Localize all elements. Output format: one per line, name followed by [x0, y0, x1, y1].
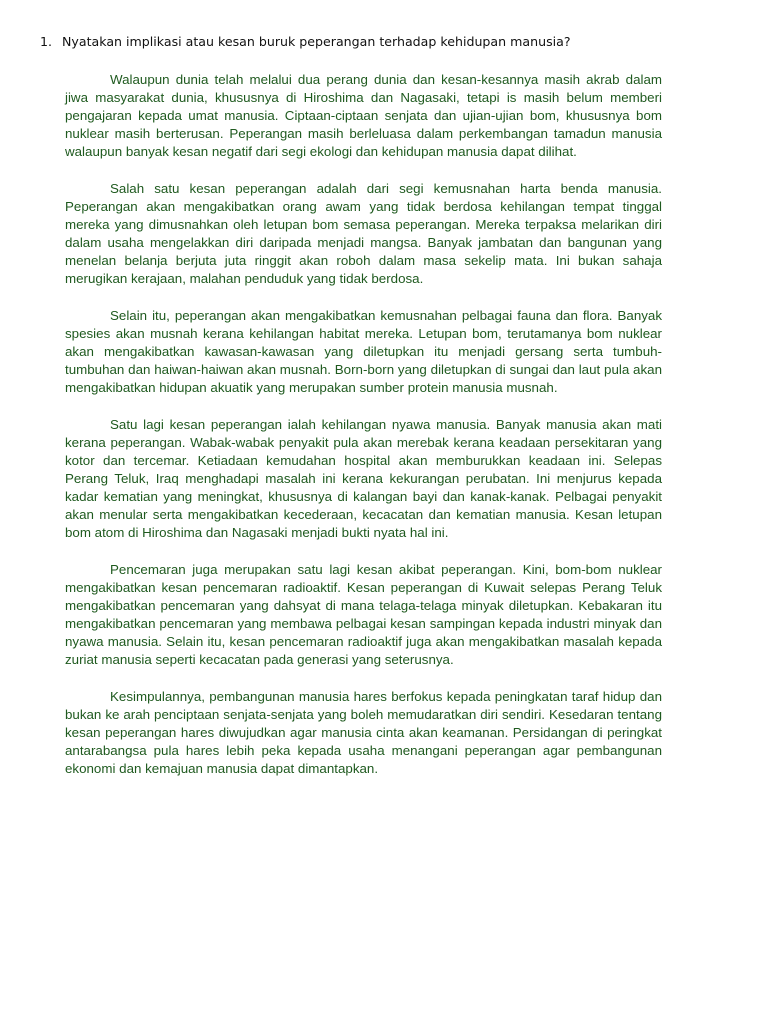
answer-body — [65, 71, 662, 797]
answer-paragraph-pollution: Pencemaran juga merupakan satu lagi kesan akibat peperangan. Kini, bom-bom nuklear mengakibatkan kesan pencemaran radioaktif. Kesan peperangan di Kuwait selepas Perang Teluk mengakibatkan pencemaran yang dahsyat di mana telaga-telaga minyak diletupkan. Kebakaran itu mengakibatkan pencemaran yang membawa pelbagai kesan sampingan kepada industri minyak dan nyawa manusia. Selain itu, kesan pencemaran radioaktif juga akan mengakibatkan masalah kepada zuriat manusia seperti kecacatan pada generasi yang seterusnya. — [65, 562, 662, 667]
answer-paragraph-loss-of-life: Satu lagi kesan peperangan ialah kehilangan nyawa manusia. Banyak manusia akan mati kerana peperangan. Wabak-wabak penyakit pula akan merebak kerana keadaan persekitaran yang kotor dan tercemar. Ketiadaan kemudahan hospital akan memburukkan keadaan ini. Selepas Perang Teluk, Iraq menghadapi masalah ini kerana kekurangan perubatan. Ini menjurus kepada kadar kematian yang meningkat, khususnya di kalangan bayi dan kanak-kanak. Pelbagai penyakit akan menular serta mengakibatkan kecederaan, kecacatan dan kematian manusia. Kesan letupan bom atom di Hiroshima dan Nagasaki menjadi bukti nyata hal ini. — [65, 417, 662, 540]
question-text: Nyatakan implikasi atau kesan buruk peperangan terhadap kehidupan manusia? — [62, 34, 571, 49]
answer-paragraph-intro: Walaupun dunia telah melalui dua perang dunia dan kesan-kesannya masih akrab dalam jiwa masyarakat dunia, khususnya di Hiroshima dan Nagasaki, tetapi is masih belum memberi pengajaran kepada umat manusia. Ciptaan-ciptaan senjata dan ujian-ujian bom, khususnya bom nuklear masih berterusan. Peperangan masih berleluasa dalam perkembangan tamadun manusia walaupun banyak kesan negatif dari segi ekologi dan kehidupan manusia dapat dilihat. — [65, 72, 662, 159]
answer-paragraph-flora-fauna: Selain itu, peperangan akan mengakibatkan kemusnahan pelbagai fauna dan flora. Banyak spesies akan musnah kerana kehilangan habitat mereka. Letupan bom, terutamanya bom nuklear akan mengakibatkan kawasan-kawasan yang diletupkan itu menjadi gersang serta tumbuh-tumbuhan dan haiwan-haiwan akan musnah. Born-born yang diletupkan di sungai dan laut pula akan mengakibatkan hidupan akuatik yang merupakan sumber protein manusia musnah. — [65, 308, 662, 395]
answer-paragraph-property: Salah satu kesan peperangan adalah dari segi kemusnahan harta benda manusia. Peperangan akan mengakibatkan orang awam yang tidak berdosa kehilangan tempat tinggal mereka yang dimusnahkan oleh letupan bom semasa peperangan. Mereka terpaksa melarikan diri dalam usaha mengelakkan diri daripada menjadi mangsa. Banyak jambatan dan bangunan yang menelan belanja berjuta juta ringgit akan roboh dalam masa sekelip mata. Ini bukan sahaja merugikan kerajaan, malahan penduduk yang tidak berdosa. — [65, 181, 662, 286]
question-heading — [40, 33, 740, 51]
answer-paragraph-conclusion: Kesimpulannya, pembangunan manusia hares berfokus kepada peningkatan taraf hidup dan bukan ke arah penciptaan senjata-senjata yang boleh memudaratkan diri sendiri. Kesedaran tentang kesan peperangan hares diwujudkan agar manusia cinta akan keamanan. Persidangan di peringkat antarabangsa pula hares lebih peka kepada usaha menangani peperangan agar pembangunan ekonomi dan kemajuan manusia dapat dimantapkan. — [65, 689, 662, 776]
question-number: 1. — [40, 34, 53, 49]
